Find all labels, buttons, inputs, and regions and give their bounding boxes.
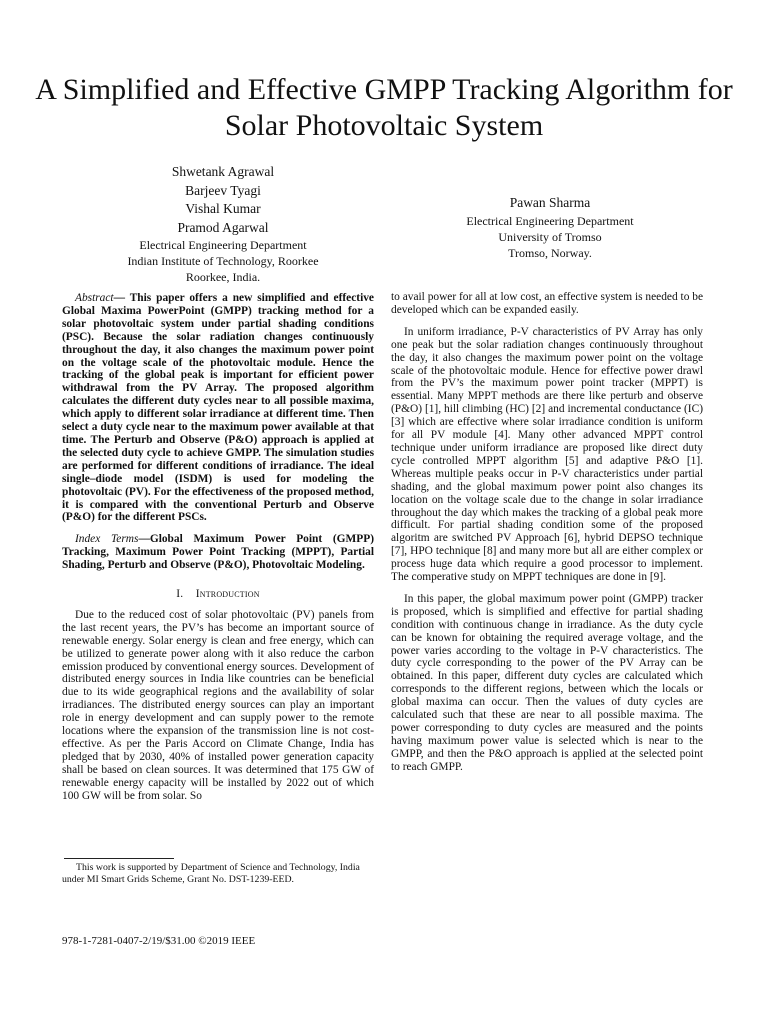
section-title: Introduction [195,588,260,601]
affiliation-line: Electrical Engineering Department [139,238,307,252]
left-column [62,292,374,812]
author-name: Shwetank Agrawal [171,164,275,179]
author-name: Pawan Sharma [509,195,591,210]
section-heading [62,588,374,601]
affiliation-line: Indian Institute of Technology, Roorkee [127,254,319,268]
right-column [391,291,703,783]
affiliation-line: Electrical Engineering Department [466,213,634,228]
abstract [62,292,374,524]
paragraph: Due to the reduced cost of solar photovoltaic (PV) panels from the last recent years, the PV’s has become an important source of renewable energy. Solar energy is clean and free energy, which can be utilized to generate power along with it also reduce the carbon emission produced by conventional energy sources. Development of distributed energy sources in India like countries can be beneficial due to its wide geographical regions and the availability of solar irradiances. The distributed energy sources can play an important role in energy development and can supply power to the remote locations where the expansion of the transmission line is not cost-effective. As per the Paris Accord on Climate Change, India has pledged that by 2030, 40% of installed power generation capacity shall be based on clean sources. It was determined that 175 GW of renewable energy capacity will be installed by 2022 out of which 100 GW will be from solar. So [62,608,374,802]
author-name: Pramod Agarwal [177,219,269,235]
paper-title: A Simplified and Effective GMPP Tracking Algorithm for Solar Photovoltaic System [35,73,733,142]
footnote: This work is supported by Department of Science and Technology, India under MI Smart Grids Scheme, Grant No. DST-1239-EED. [62,862,360,885]
paragraph: to avail power for all at low cost, an effective system is needed to be developed which can be expanded easily. [391,291,703,316]
index-terms-text: —Global Maximum Power Point (GMPP) Tracking, Maximum Power Point Tracking (MPPT), Partial Shading, Perturb and Observe (P&O), Photovoltaic Modeling. [62,533,374,572]
copyright-line: 978-1-7281-0407-2/19/$31.00 ©2019 IEEE [62,935,256,947]
author-block-left [88,163,358,285]
affiliation-line: Roorkee, India. [185,270,261,284]
affiliation-line: Tromso, Norway. [508,245,592,260]
footnote-rule [64,858,174,859]
index-terms [62,533,374,572]
abstract-label: Abstract [75,292,114,304]
abstract-text: — This paper offers a new simplified and effective Global Maxima PowerPoint (GMPP) tracking method for a solar photovoltaic system under partial shading conditions (PSC). Because the solar radiation changes continuously throughout the day, it also changes the maximum power point on the voltage scale of the photovoltaic module. Hence the tracking of the global peak is important for efficient power withdrawal from the PV Array. The proposed algorithm calculates the different duty cycles near to all possible maxima, which apply to different solar irradiance at different time. Then select a duty cycle near to the maximum power available at that time. The Perturb and Observe (P&O) approach is applied at the selected duty cycle to achieve GMPP. The simulation studies are performed for different conditions of irradiance. The ideal single–diode model (ISDM) is used for modeling the photovoltaic (PV). For the effectiveness of the proposed method, it is compared with the conventional Perturb and Observe (P&O) for the different PSCs. [62,292,374,524]
author-name: Vishal Kumar [185,201,261,216]
section-number: I. [176,588,184,601]
author-name: Barjeev Tyagi [185,182,261,198]
paragraph: In uniform irradiance, P-V characteristics of PV Array has only one peak but the solar radiation changes continuously throughout the day, it also changes the maximum power point on the voltage scale of the photovoltaic module. Hence for effective power drawl from the PV’s the maximum power point tracker (MPPT) is essential. Many MPPT methods are there like perturb and observe (P&O) [1], hill climbing (HC) [2] and incremental conductance (IC) [3] which are effective where solar irradiance condition is uniform for all PV module [4]. Many other advanced MPPT control technique under uniform irradiance are proposed like direct duty cycle controlled MPPT algorithm [5] and adaptive P&O [1]. Whereas multiple peaks occur in P-V characteristics under partial shading, and the global maximum power point also changes its location on the voltage scale due to the change in solar irradiance throughout the day which makes the tracking of a global peak more difficult. For partial shading condition some of the proposed algoritm are switched PV Approach [6], hybrid DEPSO technique [7], HPO technique [8] and many more but all are either complex or process huge data which require a good processor to implement. The comperative study on MPPT techniques are done in [9]. [391,325,703,584]
affiliation-line: University of Tromso [498,229,602,244]
paragraph: In this paper, the global maximum power point (GMPP) tracker is proposed, which is simplified and effective for partial shading condition with continuous change in irradiance. As the duty cycle can be known for obtaining the required average voltage, and the power varies according to the voltage in P-V characteristics. The duty cycle corresponding to the power of the PV Array can be obtained. In this paper, different duty cycles are calculated which corresponds to the different regions, between which the locals or global maxima can occur. Then the values of duty cycles are calculated such that these are near to all possible maxima. The power corresponding to duty cycles are measured and the points having maximum power value is selected which is near to the GMPP, and then the P&O approach is applied at the selected point to reach GMPP. [391,592,703,773]
index-terms-label: Index Terms [75,533,139,546]
author-block-right [420,194,680,261]
